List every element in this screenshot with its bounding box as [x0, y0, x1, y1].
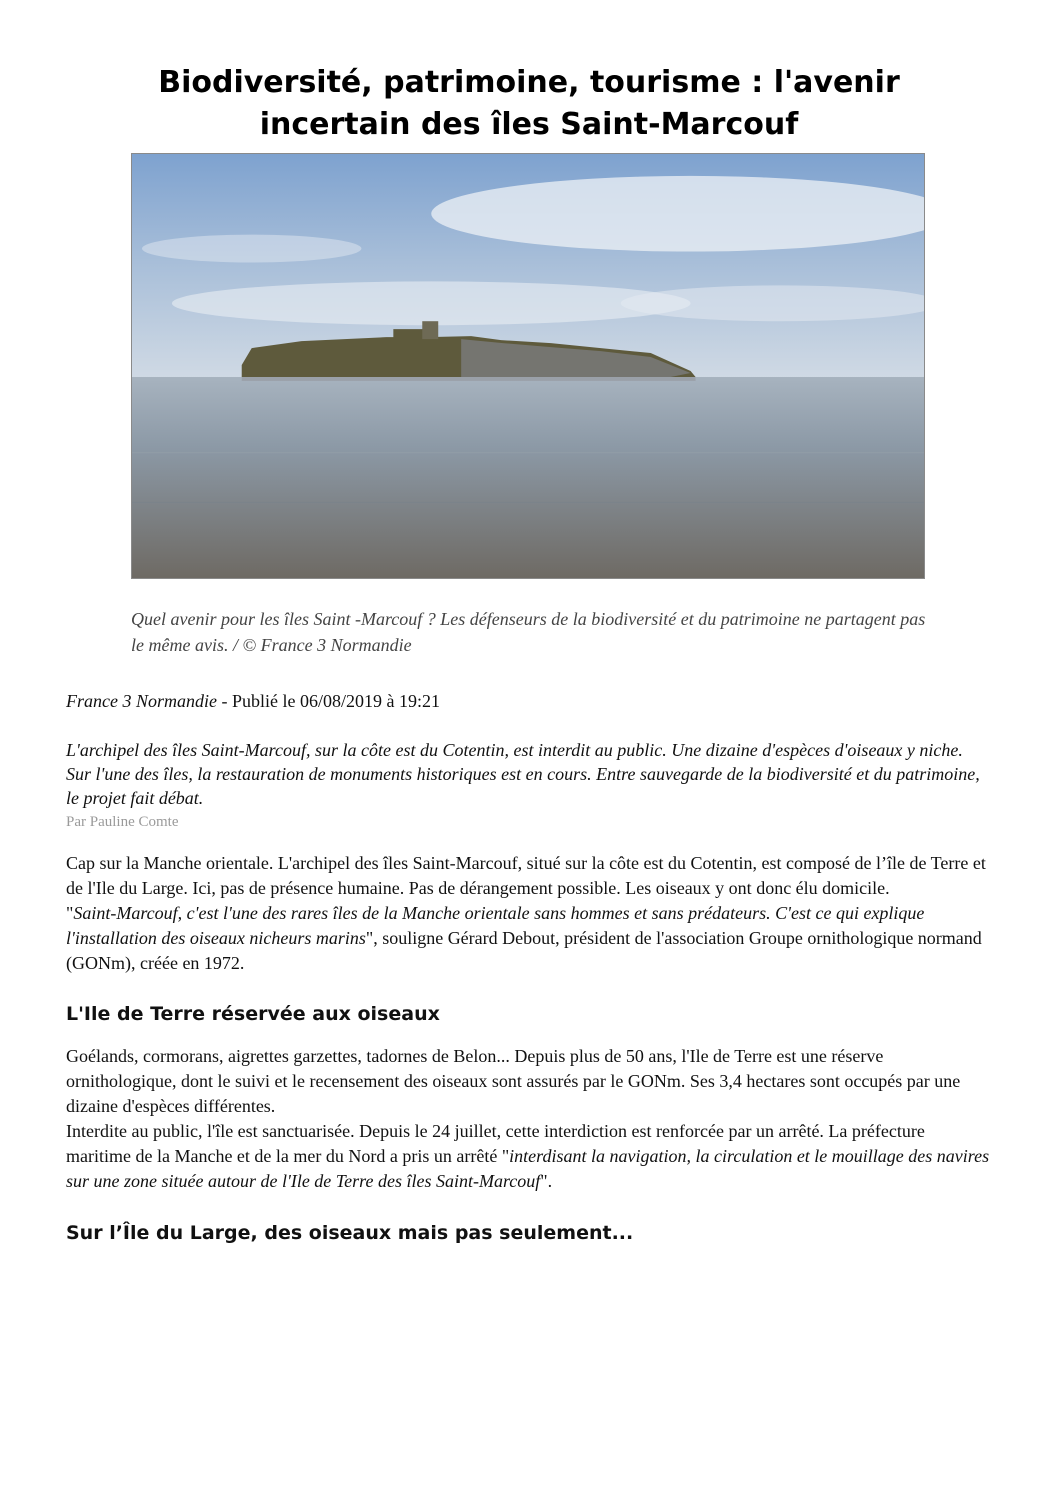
author: Par Pauline Comte — [66, 814, 179, 830]
paragraph-text: Interdite au public, l'île est sanctuarisée. Depuis le 24 juillet, cette interdiction est renforcée par un arrêté. La préfecture maritime de la Manche et de la mer du Nord a pris un arrêté " — [66, 1121, 925, 1166]
paragraph-text: Cap sur la Manche orientale. L'archipel des îles Saint-Marcouf, situé sur la côte est du Cotentin, est composé de l’île de Terre et de l'Ile du Large. Ici, pas de présence humaine. Pas de dérangement possible. Les oiseaux y ont donc élu domicile. — [66, 853, 986, 898]
quote: interdisant la navigation, la circulation et le mouillage des navires sur une zone située autour de l'Ile de Terre des îles Saint-Marcouf — [66, 1146, 990, 1191]
source-name[interactable]: France 3 Normandie — [66, 691, 217, 711]
quote-close: ". — [540, 1171, 553, 1191]
quote: Saint-Marcouf, c'est l'une des rares îles de la Manche orientale sans hommes et sans prédateurs. C'est ce qui explique l'installation des oiseaux nicheurs marins — [66, 903, 925, 948]
paragraph-text: Goélands, cormorans, aigrettes garzettes, tadornes de Belon... Depuis plus de 50 ans, l'Ile de Terre est une réserve ornithologique, dont le suivi et le recensement des oiseaux sont assurés par le GONm. Ses 3,4 hectares sont occupés par une dizaine d'espèces différentes. — [66, 1046, 961, 1116]
quote-open: " — [66, 903, 74, 923]
article-title: Biodiversité, patrimoine, tourisme : l'avenir incertain des îles Saint-Marcouf — [158, 65, 900, 142]
article-photo — [131, 153, 925, 579]
publish-date: - Publié le 06/08/2019 à 19:21 — [216, 691, 440, 711]
byline — [66, 689, 440, 713]
photo-caption: Quel avenir pour les îles Saint -Marcouf ? Les défenseurs de la biodiversité et du patrimoine ne partagent pas le même avis. / © France 3 Normandie — [131, 609, 926, 655]
article-lead: L'archipel des îles Saint-Marcouf, sur la côte est du Cotentin, est interdit au public. Une dizaine d'espèces d'oiseaux y niche. Sur l'une des îles, la restauration de monuments historiques est en cours. Entre sauvegarde de la biodiversité et du patrimoine, le projet fait débat. — [66, 740, 980, 808]
quote-attribution: ", souligne Gérard Debout, président de l'association Groupe ornithologique normand (GONm), créée en 1972. — [66, 928, 982, 973]
section-heading-ile-du-large: Sur l’Île du Large, des oiseaux mais pas seulement... — [66, 1222, 634, 1244]
section-heading-ile-de-terre: L'Ile de Terre réservée aux oiseaux — [66, 1003, 440, 1025]
paragraph-intro — [66, 851, 991, 976]
paragraph-ile-de-terre — [66, 1044, 991, 1194]
